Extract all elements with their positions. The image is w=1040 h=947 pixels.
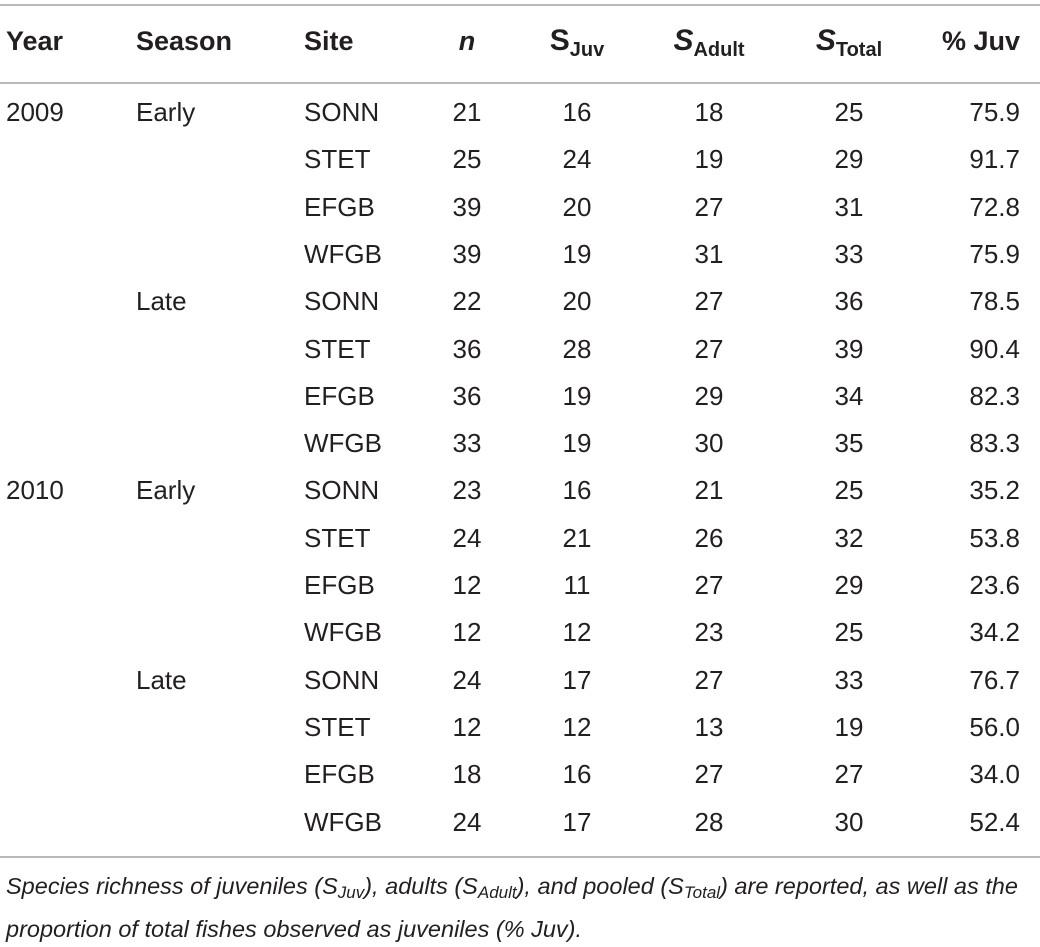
cell-n: 33 bbox=[452, 428, 482, 459]
cell-s-adult: 31 bbox=[694, 238, 724, 269]
cell-s-adult: 18 bbox=[694, 97, 724, 127]
cell-n: 12 bbox=[452, 617, 482, 648]
cell-s-juv: 12 bbox=[562, 617, 592, 648]
cell-n: 24 bbox=[452, 522, 482, 553]
cell-pct-juv: 52.4 bbox=[969, 806, 1020, 837]
cell-s-juv: 16 bbox=[562, 475, 592, 506]
header-pct-juv: % Juv bbox=[941, 26, 1020, 56]
cell-s-total: 31 bbox=[834, 191, 864, 222]
cell-s-juv: 16 bbox=[562, 759, 592, 790]
header-s-adult-sub: Adult bbox=[693, 39, 745, 61]
cell-n: 12 bbox=[452, 570, 482, 600]
cell-season: Late bbox=[136, 286, 187, 317]
cell-n: 21 bbox=[452, 97, 482, 127]
cell-s-adult: 27 bbox=[694, 759, 724, 790]
table-row bbox=[0, 562, 1040, 609]
table-row bbox=[0, 751, 1040, 798]
header-s-adult bbox=[662, 19, 756, 63]
cell-s-total: 25 bbox=[834, 475, 864, 506]
cell-site: SONN bbox=[304, 97, 380, 127]
cell-n: 12 bbox=[452, 711, 482, 742]
cell-s-juv: 19 bbox=[562, 428, 592, 459]
table-row bbox=[0, 420, 1040, 467]
cell-s-juv: 20 bbox=[562, 286, 592, 317]
cell-site: EFGB bbox=[304, 759, 375, 790]
header-s-total bbox=[802, 19, 896, 63]
cell-season: Late bbox=[136, 664, 187, 695]
cell-s-total: 33 bbox=[834, 238, 864, 269]
table-row bbox=[0, 657, 1040, 704]
header-s-total-letter: S bbox=[815, 24, 836, 57]
table-row bbox=[0, 373, 1040, 420]
cell-pct-juv: 35.2 bbox=[969, 475, 1020, 506]
cell-s-juv: 19 bbox=[562, 238, 592, 269]
footnote-text-2: ), adults (S bbox=[364, 873, 478, 899]
cell-pct-juv: 34.2 bbox=[969, 617, 1020, 648]
cell-pct-juv: 78.5 bbox=[969, 286, 1020, 317]
cell-s-juv: 17 bbox=[562, 806, 592, 837]
cell-pct-juv: 82.3 bbox=[969, 380, 1020, 411]
cell-pct-juv: 91.7 bbox=[969, 144, 1020, 175]
cell-s-adult: 21 bbox=[694, 475, 724, 506]
cell-s-total: 29 bbox=[834, 570, 864, 600]
header-s-juv-sub: Juv bbox=[569, 39, 605, 61]
cell-s-total: 25 bbox=[834, 617, 864, 648]
header-season: Season bbox=[136, 26, 233, 56]
header-n-label: n bbox=[458, 26, 476, 56]
cell-s-adult: 30 bbox=[694, 428, 724, 459]
cell-pct-juv: 34.0 bbox=[969, 759, 1020, 790]
table-footnote bbox=[6, 868, 1036, 947]
cell-pct-juv: 83.3 bbox=[969, 428, 1020, 459]
table-top-rule bbox=[0, 4, 1040, 6]
cell-s-total: 25 bbox=[834, 97, 864, 127]
cell-s-juv: 24 bbox=[562, 144, 592, 175]
cell-s-juv: 19 bbox=[562, 380, 592, 411]
cell-site: EFGB bbox=[304, 191, 375, 222]
cell-s-total: 39 bbox=[834, 333, 864, 364]
table-row bbox=[0, 231, 1040, 278]
cell-site: STET bbox=[304, 522, 371, 553]
footnote-sub-total: Total bbox=[683, 883, 721, 902]
cell-n: 36 bbox=[452, 333, 482, 364]
cell-s-total: 27 bbox=[834, 759, 864, 790]
cell-n: 39 bbox=[452, 191, 482, 222]
cell-year: 2009 bbox=[6, 97, 64, 127]
cell-season: Early bbox=[136, 475, 196, 506]
cell-site: SONN bbox=[304, 286, 380, 317]
cell-pct-juv: 23.6 bbox=[969, 570, 1020, 600]
header-s-total-sub: Total bbox=[835, 39, 883, 61]
footnote-sub-adult: Adult bbox=[477, 883, 517, 902]
cell-pct-juv: 75.9 bbox=[969, 97, 1020, 127]
cell-site: SONN bbox=[304, 664, 380, 695]
cell-s-adult: 23 bbox=[694, 617, 724, 648]
cell-s-total: 30 bbox=[834, 806, 864, 837]
footnote-text-3: ), and pooled (S bbox=[516, 873, 684, 899]
cell-s-adult: 27 bbox=[694, 191, 724, 222]
cell-s-adult: 29 bbox=[694, 380, 724, 411]
cell-s-juv: 20 bbox=[562, 191, 592, 222]
cell-site: STET bbox=[304, 333, 371, 364]
cell-s-adult: 13 bbox=[694, 711, 724, 742]
cell-s-total: 29 bbox=[834, 144, 864, 175]
table-row bbox=[0, 609, 1040, 656]
footnote-text-4: ) are reported, as well as the proportion of total fishes observed as juveniles (% Juv). bbox=[6, 873, 1018, 942]
cell-n: 36 bbox=[452, 380, 482, 411]
cell-s-total: 35 bbox=[834, 428, 864, 459]
header-s-juv bbox=[540, 19, 614, 63]
cell-site: EFGB bbox=[304, 380, 375, 411]
cell-pct-juv: 76.7 bbox=[969, 664, 1020, 695]
cell-s-juv: 17 bbox=[562, 664, 592, 695]
cell-s-total: 34 bbox=[834, 380, 864, 411]
cell-site: WFGB bbox=[304, 238, 382, 269]
cell-site: WFGB bbox=[304, 428, 382, 459]
cell-s-juv: 28 bbox=[562, 333, 592, 364]
cell-s-juv: 11 bbox=[563, 570, 591, 600]
cell-n: 25 bbox=[452, 144, 482, 175]
cell-n: 39 bbox=[452, 238, 482, 269]
cell-site: STET bbox=[304, 144, 371, 175]
cell-pct-juv: 56.0 bbox=[969, 711, 1020, 742]
table-row bbox=[0, 515, 1040, 562]
table-row bbox=[0, 136, 1040, 183]
header-s-juv-letter: S bbox=[549, 24, 570, 57]
cell-s-adult: 26 bbox=[694, 522, 724, 553]
cell-s-total: 32 bbox=[834, 522, 864, 553]
cell-n: 24 bbox=[452, 664, 482, 695]
table-row bbox=[0, 89, 1040, 136]
header-n bbox=[430, 19, 504, 63]
table-row bbox=[0, 704, 1040, 751]
cell-s-adult: 27 bbox=[694, 664, 724, 695]
cell-s-adult: 28 bbox=[694, 806, 724, 837]
header-year: Year bbox=[6, 26, 64, 56]
table-row bbox=[0, 467, 1040, 514]
cell-s-juv: 21 bbox=[562, 522, 592, 553]
cell-n: 23 bbox=[452, 475, 482, 506]
cell-s-total: 19 bbox=[834, 711, 864, 742]
cell-pct-juv: 75.9 bbox=[969, 238, 1020, 269]
cell-year: 2010 bbox=[6, 475, 64, 506]
cell-s-total: 33 bbox=[834, 664, 864, 695]
table-row bbox=[0, 799, 1040, 846]
cell-site: WFGB bbox=[304, 806, 382, 837]
cell-n: 18 bbox=[452, 759, 482, 790]
cell-n: 22 bbox=[452, 286, 482, 317]
table-row bbox=[0, 326, 1040, 373]
footnote-sub-juv: Juv bbox=[337, 883, 365, 902]
cell-s-adult: 27 bbox=[694, 570, 724, 600]
cell-s-adult: 19 bbox=[694, 144, 724, 175]
cell-pct-juv: 72.8 bbox=[969, 191, 1020, 222]
cell-s-adult: 27 bbox=[694, 286, 724, 317]
cell-pct-juv: 90.4 bbox=[969, 333, 1020, 364]
cell-n: 24 bbox=[452, 806, 482, 837]
cell-s-total: 36 bbox=[834, 286, 864, 317]
table-row bbox=[0, 184, 1040, 231]
table-bottom-rule bbox=[0, 856, 1040, 858]
cell-site: WFGB bbox=[304, 617, 382, 648]
footnote-text-1: Species richness of juveniles (S bbox=[6, 873, 338, 899]
cell-s-juv: 16 bbox=[562, 97, 592, 127]
header-s-adult-letter: S bbox=[673, 24, 694, 57]
cell-s-juv: 12 bbox=[562, 711, 592, 742]
cell-s-adult: 27 bbox=[694, 333, 724, 364]
cell-pct-juv: 53.8 bbox=[969, 522, 1020, 553]
table-row bbox=[0, 278, 1040, 325]
header-rule bbox=[0, 82, 1040, 84]
cell-site: SONN bbox=[304, 475, 380, 506]
cell-site: EFGB bbox=[304, 570, 375, 600]
cell-season: Early bbox=[136, 97, 196, 127]
cell-site: STET bbox=[304, 711, 371, 742]
header-site: Site bbox=[304, 26, 354, 56]
